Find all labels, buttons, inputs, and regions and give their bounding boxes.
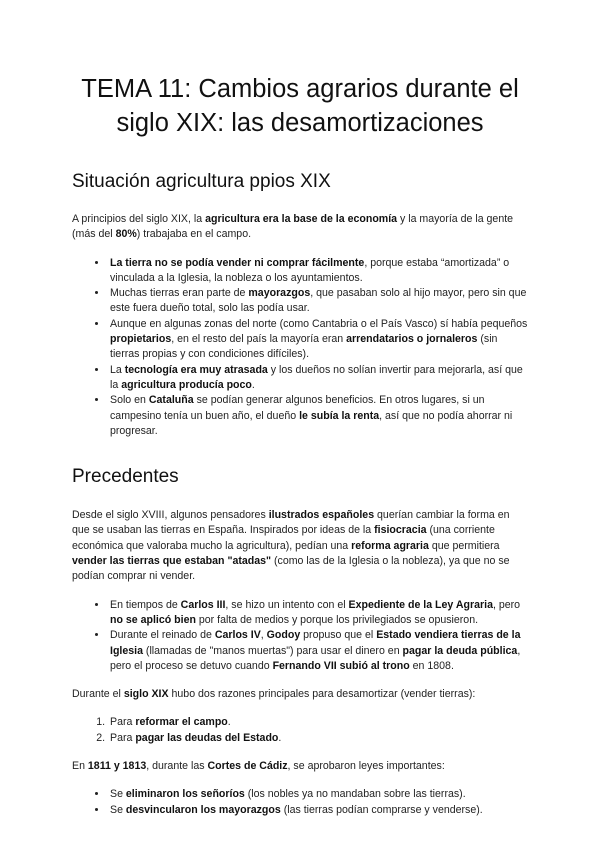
list-item: • La tecnología era muy atrasada y los dueños no solían invertir para mejorarla, así que la agricultura producía poco. [108,363,528,394]
precedentes-bullet-list [72,598,528,674]
document-title: TEMA 11: Cambios agrarios durante el siglo XIX: las desamortizaciones [81,75,519,137]
situacion-bullet-list [72,256,528,440]
list-item: • En tiempos de Carlos III, se hizo un intento con el Expediente de la Ley Agraria, pero no se aplicó bien por falta de medios y porque los privilegiados se opusieron. [108,598,528,629]
section-heading-situacion: Situación agricultura ppios XIX [72,171,331,192]
situacion-intro-paragraph: A principios del siglo XIX, la agricultura era la base de la economía y la mayoría de la gente (más del 80%) trabajaba en el campo. [72,213,514,241]
list-item: • Se desvincularon los mayorazgos (las tierras podían comprarse y venderse). [108,803,528,818]
reasons-intro-paragraph: Durante el siglo XIX hubo dos razones principales para desamortizar (vender tierras): [72,688,476,701]
list-item: • Solo en Cataluña se podían generar algunos beneficios. En otros lugares, si un campesino tenía un buen año, el dueño le subía la renta, así que no podía ahorrar ni progresar. [108,393,528,439]
list-item: • Se eliminaron los señoríos (los nobles ya no mandaban sobre las tierras). [108,787,528,802]
list-item: 1. Para reformar el campo. [108,715,528,730]
section-heading-precedentes: Precedentes [72,466,179,488]
reasons-numbered-list [72,715,528,746]
list-item: • La tierra no se podía vender ni comprar fácilmente, porque estaba “amortizada” o vinculada a la Iglesia, la nobleza o los ayuntamientos. [108,256,528,287]
precedentes-intro-paragraph: Desde el siglo XVIII, algunos pensadores ilustrados españoles querían cambiar la forma en que se usaban las tierras en España. Inspirados por ideas de la fisiocracia (una corriente económica que valoraba mucho la agricultura), pedían una reforma agraria que permitiera vender las tierras que estaban "atadas" (como las de la Iglesia o la nobleza), ya que no se podían comprar ni vender. [72,509,510,583]
list-item: • Durante el reinado de Carlos IV, Godoy propuso que el Estado vendiera tierras de la Iglesia (llamadas de "manos muertas") para usar el dinero en pagar la deuda pública, pero el proceso se detuvo cuando Fernando VII subió al trono en 1808. [108,628,528,674]
list-item: 2. Para pagar las deudas del Estado. [108,731,528,746]
cadiz-intro-paragraph: En 1811 y 1813, durante las Cortes de Cádiz, se aprobaron leyes importantes: [72,760,445,773]
list-item: • Muchas tierras eran parte de mayorazgos, que pasaban solo al hijo mayor, pero sin que este fuera dueño total, solo las podía usar. [108,286,528,317]
cadiz-bullet-list [72,787,528,818]
list-item: • Aunque en algunas zonas del norte (como Cantabria o el País Vasco) sí había pequeños propietarios, en el resto del país la mayoría eran arrendatarios o jornaleros (sin tierras propias y con condiciones difíciles). [108,317,528,363]
